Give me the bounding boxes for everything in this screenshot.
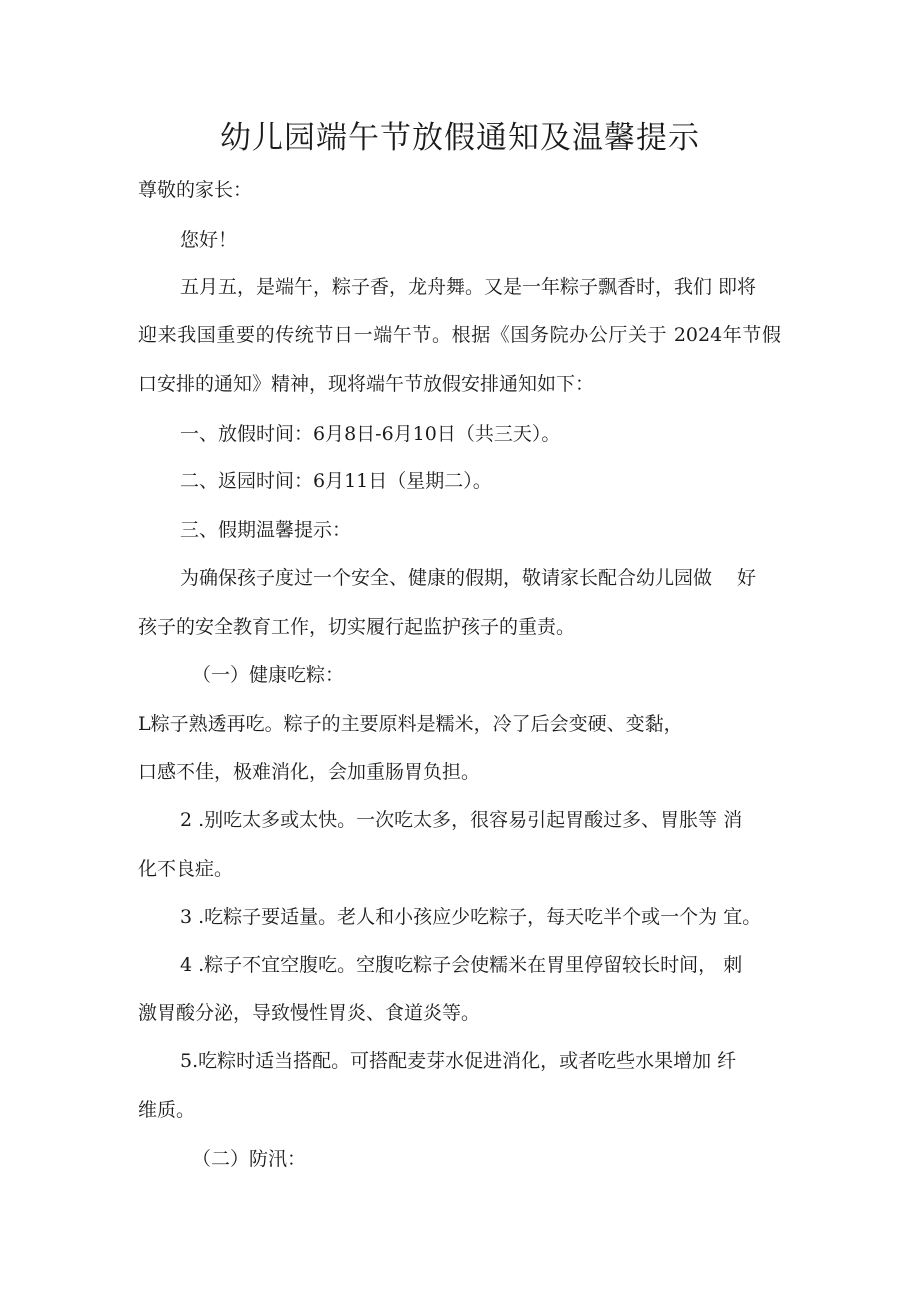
health-item-4-line-2: 激胃酸分泌，导致慢性胃炎、食道炎等。 — [138, 1002, 481, 1024]
flood-heading: （二）防汛： — [192, 1148, 307, 1170]
return-time: 二、返园时间：6月11日（星期二）。 — [180, 470, 492, 492]
salutation: 尊敬的家长： — [138, 179, 253, 201]
intro-line-2: 迎来我国重要的传统节日一端午节。根据《国务院办公厅关于 2024年节假 — [138, 324, 781, 346]
intro-line-3: 口安排的通知》精神，现将端午节放假安排通知如下： — [138, 373, 595, 395]
health-item-3-line-1: 3 .吃粽子要适量。老人和小孩应少吃粽子，每天吃半个或一个为 宜。 — [180, 906, 762, 928]
health-item-5-line-1: 5.吃粽时适当搭配。可搭配麦芽水促进消化，或者吃些水果增加 纤 — [180, 1050, 737, 1072]
holiday-time: 一、放假时间：6月8日-6月10日（共三天）。 — [180, 423, 561, 445]
health-item-5-line-2: 维质。 — [138, 1099, 196, 1121]
greeting: 您好！ — [180, 229, 238, 251]
health-item-2-line-1: 2 .别吃太多或太快。一次吃太多，很容易引起胃酸过多、胃胀等 消 — [180, 809, 743, 831]
health-heading: （一）健康吃粽： — [192, 664, 345, 686]
health-item-2-line-2: 化不良症。 — [138, 858, 234, 880]
intro-line-1: 五月五，是端午，粽子香，龙舟舞。又是一年粽子飘香时，我们 即将 — [180, 276, 757, 298]
tips-intro-line-1: 为确保孩子度过一个安全、健康的假期，敬请家长配合幼儿园做 好 — [180, 567, 757, 589]
tips-heading: 三、假期温馨提示： — [180, 519, 352, 541]
health-item-1-line-1: L粽子熟透再吃。粽子的主要原料是糯米，冷了后会变硬、变黏， — [138, 713, 683, 735]
tips-intro-line-2: 孩子的安全教育工作，切实履行起监护孩子的重责。 — [138, 616, 576, 638]
health-item-1-line-2: 口感不佳，极难消化，会加重肠胃负担。 — [138, 761, 481, 783]
health-item-4-line-1: 4 .粽子不宜空腹吃。空腹吃粽子会使糯米在胃里停留较长时间， 刺 — [180, 954, 743, 976]
document-title: 幼儿园端午节放假通知及温馨提示 — [220, 120, 700, 156]
